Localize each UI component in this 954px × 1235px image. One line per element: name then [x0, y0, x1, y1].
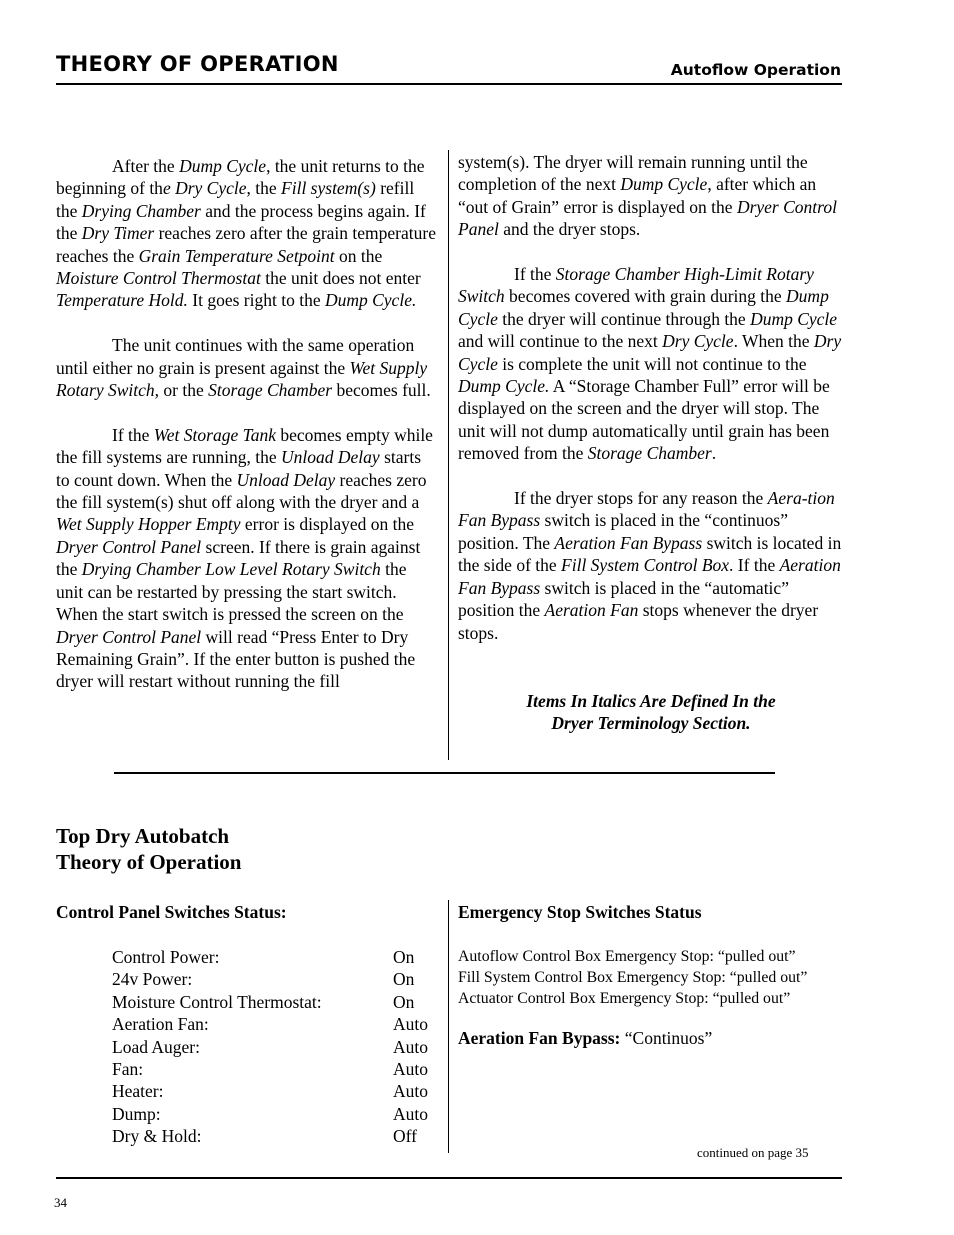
switch-status-row [112, 946, 442, 968]
text-run: , the [246, 178, 282, 199]
switch-label: Aeration Fan: [112, 1014, 209, 1035]
paragraph [458, 151, 844, 241]
switch-value: Auto [393, 1081, 428, 1102]
aeration-fan-bypass [458, 1028, 712, 1049]
paragraph [458, 487, 844, 644]
text-run: A “Storage Chamber Full” error will be displayed on the screen and the dryer will stop. The unit will not dump automatically until grain has been removed from the [458, 376, 830, 464]
page-number: 34 [54, 1195, 67, 1210]
page-title: THEORY OF OPERATION [56, 52, 339, 76]
control-panel-switch-list [112, 946, 442, 1148]
section-title [56, 823, 241, 875]
defined-term: Fill System Control Box [561, 555, 730, 576]
defined-term: Aeration Fan Bypass [458, 555, 841, 598]
italics-note-line: Items In Italics Are Defined In the [526, 691, 776, 711]
switch-value: On [393, 947, 415, 967]
defined-term: Dump Cycle. [458, 376, 550, 397]
paragraph [458, 263, 844, 465]
text-run: , the unit returns to the beginning of th [56, 156, 425, 199]
section-name: Autoflow Operation [670, 61, 841, 79]
switch-label: Dry & Hold: [112, 1126, 202, 1147]
switch-label: Dump: [112, 1103, 161, 1124]
aeration-fan-bypass-label: Aeration Fan Bypass: [458, 1028, 621, 1048]
emergency-stop-heading: Emergency Stop Switches Status [458, 902, 702, 922]
defined-term: Wet Supply Hopper Empty [56, 514, 241, 535]
emergency-stop-line: Autoflow Control Box Emergency Stop: “pulled out” [458, 948, 796, 965]
switch-status-row [112, 968, 442, 990]
text-run: system(s). The dryer will remain running until the completion of the next [458, 152, 808, 195]
switch-value: Auto [393, 1059, 428, 1080]
defined-term: Drying Chamber Low Level Rotary Switch [81, 559, 381, 580]
text-run: If the dryer stops for any reason the [514, 488, 768, 509]
defined-term: Dump Cycle [620, 174, 708, 195]
paragraph [56, 334, 438, 401]
text-run: the unit can be restarted by pressing the start switch. When the start switch is pressed the screen on the [56, 559, 407, 625]
switch-value: On [393, 991, 415, 1012]
text-run: becomes covered with grain during the [504, 286, 787, 307]
text-run: and the process begins again. If the [56, 200, 426, 244]
text-run: will read “Press Enter to Dry Remaining Grain”. If the enter button is pushed the dryer will restart without running the fill [56, 626, 416, 692]
switch-label: Fan: [112, 1059, 144, 1080]
defined-term: Dry Cycle [662, 331, 734, 352]
text-run: reaches zero the fill system(s) shut off along with the dryer and a [56, 469, 427, 513]
defined-term: Grain Temperature Setpoint [138, 245, 335, 266]
text-run: It goes right to the [187, 290, 325, 311]
switch-value: On [393, 969, 415, 990]
text-run: If the [112, 424, 154, 445]
column-divider-top [448, 150, 449, 760]
switch-value: Auto [393, 1036, 428, 1057]
text-run: . [711, 443, 717, 464]
text-run: . If the [729, 555, 780, 576]
header-rule [56, 83, 842, 85]
paragraph [56, 424, 438, 693]
switch-label: Moisture Control Thermostat: [112, 991, 322, 1012]
text-run: is complete the unit will not continue to the [497, 353, 807, 374]
switch-status-row [112, 1036, 442, 1058]
switch-status-row [112, 991, 442, 1013]
defined-term: Dryer Control Panel [458, 196, 837, 240]
text-run: If the [514, 264, 556, 285]
defined-term: Wet Supply Rotary Switch, [56, 357, 428, 401]
section-title-line: Theory of Operation [56, 850, 242, 874]
column-divider-bottom [448, 900, 449, 1153]
switch-status-row [112, 1125, 442, 1147]
text-run: starts to count down. When the [56, 447, 422, 490]
switch-status-row [112, 1080, 442, 1102]
text-run: switch is placed in the “continuos” position. The [458, 510, 789, 553]
text-run: the unit does not enter [260, 268, 421, 289]
switch-label: Heater: [112, 1081, 164, 1102]
italics-note [458, 690, 844, 735]
switch-status-row [112, 1058, 442, 1080]
switch-label: Control Power: [112, 947, 220, 967]
defined-term: Unload Delay [281, 447, 380, 468]
defined-term: Aera-tion Fan Bypass [458, 488, 835, 531]
text-run: screen. If there is grain against the [56, 536, 421, 580]
text-run: The unit continues with the same operation until either no grain is present against the [56, 335, 415, 378]
defined-term: e Dry Cycle [162, 178, 247, 199]
defined-term: Dryer Control Panel [56, 626, 202, 647]
emergency-stop-line: Fill System Control Box Emergency Stop: “pulled out” [458, 969, 808, 986]
continued-note: continued on page 35 [697, 1145, 809, 1160]
defined-term: Wet Storage Tank [153, 424, 276, 445]
defined-term: Moisture Control Thermostat [56, 268, 261, 289]
defined-term: Aeration Fan Bypass [554, 532, 703, 553]
italics-note-line: Dryer Terminology Section. [551, 713, 751, 734]
switch-label: Load Auger: [112, 1036, 200, 1057]
text-run: and will continue to the next [458, 331, 663, 352]
text-run: reaches zero after the grain temperature reaches the [56, 223, 436, 266]
text-run: refill the [56, 178, 415, 221]
text-run: becomes empty while the fill systems are running, the [56, 424, 433, 468]
defined-term: Storage Chamber High-Limit Rotary Switch [458, 264, 814, 307]
emergency-stop-list [458, 946, 807, 1009]
defined-term: Temperature Hold. [56, 290, 188, 311]
text-run: . When the [733, 331, 814, 352]
text-run: stops whenever the dryer stops. [458, 600, 819, 643]
emergency-stop-line: Actuator Control Box Emergency Stop: “pulled out” [458, 990, 791, 1007]
aeration-fan-bypass-value: “Continuos” [620, 1028, 713, 1048]
defined-term: Storage Chamber [587, 443, 712, 464]
defined-term: Dry Timer [81, 223, 155, 244]
defined-term: Dry Cycle [458, 331, 842, 374]
footer-rule [56, 1177, 842, 1179]
text-run: and the dryer stops. [498, 219, 641, 240]
text-run: , after which an “out of Grain” error is displayed on the [458, 174, 817, 217]
text-run: error is displayed on the [240, 514, 415, 535]
text-run: or the [159, 380, 209, 401]
defined-term: Dump Cycle [179, 156, 267, 176]
defined-term: Storage Chamber [208, 380, 333, 401]
text-run: switch is located in the side of the [458, 532, 842, 576]
paragraph [56, 155, 438, 312]
defined-term: Dump Cycle. [324, 290, 417, 311]
text-run: After the [112, 156, 180, 176]
switch-status-row [112, 1103, 442, 1125]
control-panel-heading: Control Panel Switches Status: [56, 902, 287, 922]
text-run: switch is placed in the “automatic” position the [458, 577, 789, 621]
switch-value: Auto [393, 1103, 428, 1124]
defined-term: Dryer Control Panel [56, 536, 202, 557]
switch-value: Off [393, 1126, 417, 1147]
section-title-line: Top Dry Autobatch [56, 824, 230, 848]
text-run: the dryer will continue through the [497, 308, 751, 329]
text-run: becomes full. [332, 380, 431, 401]
switch-value: Auto [393, 1014, 428, 1035]
defined-term: Drying Chamber [81, 200, 201, 221]
switch-status-row [112, 1013, 442, 1035]
defined-term: Dump Cycle [750, 308, 838, 329]
defined-term: Dump Cycle [458, 286, 829, 329]
defined-term: Unload Delay [236, 469, 336, 490]
section-rule [114, 772, 775, 774]
right-text-column [458, 151, 844, 666]
switch-label: 24v Power: [112, 969, 193, 990]
defined-term: Aeration Fan [544, 600, 639, 621]
text-run: on the [334, 245, 383, 266]
defined-term: Fill system(s) [281, 178, 376, 199]
left-text-column [56, 155, 438, 715]
